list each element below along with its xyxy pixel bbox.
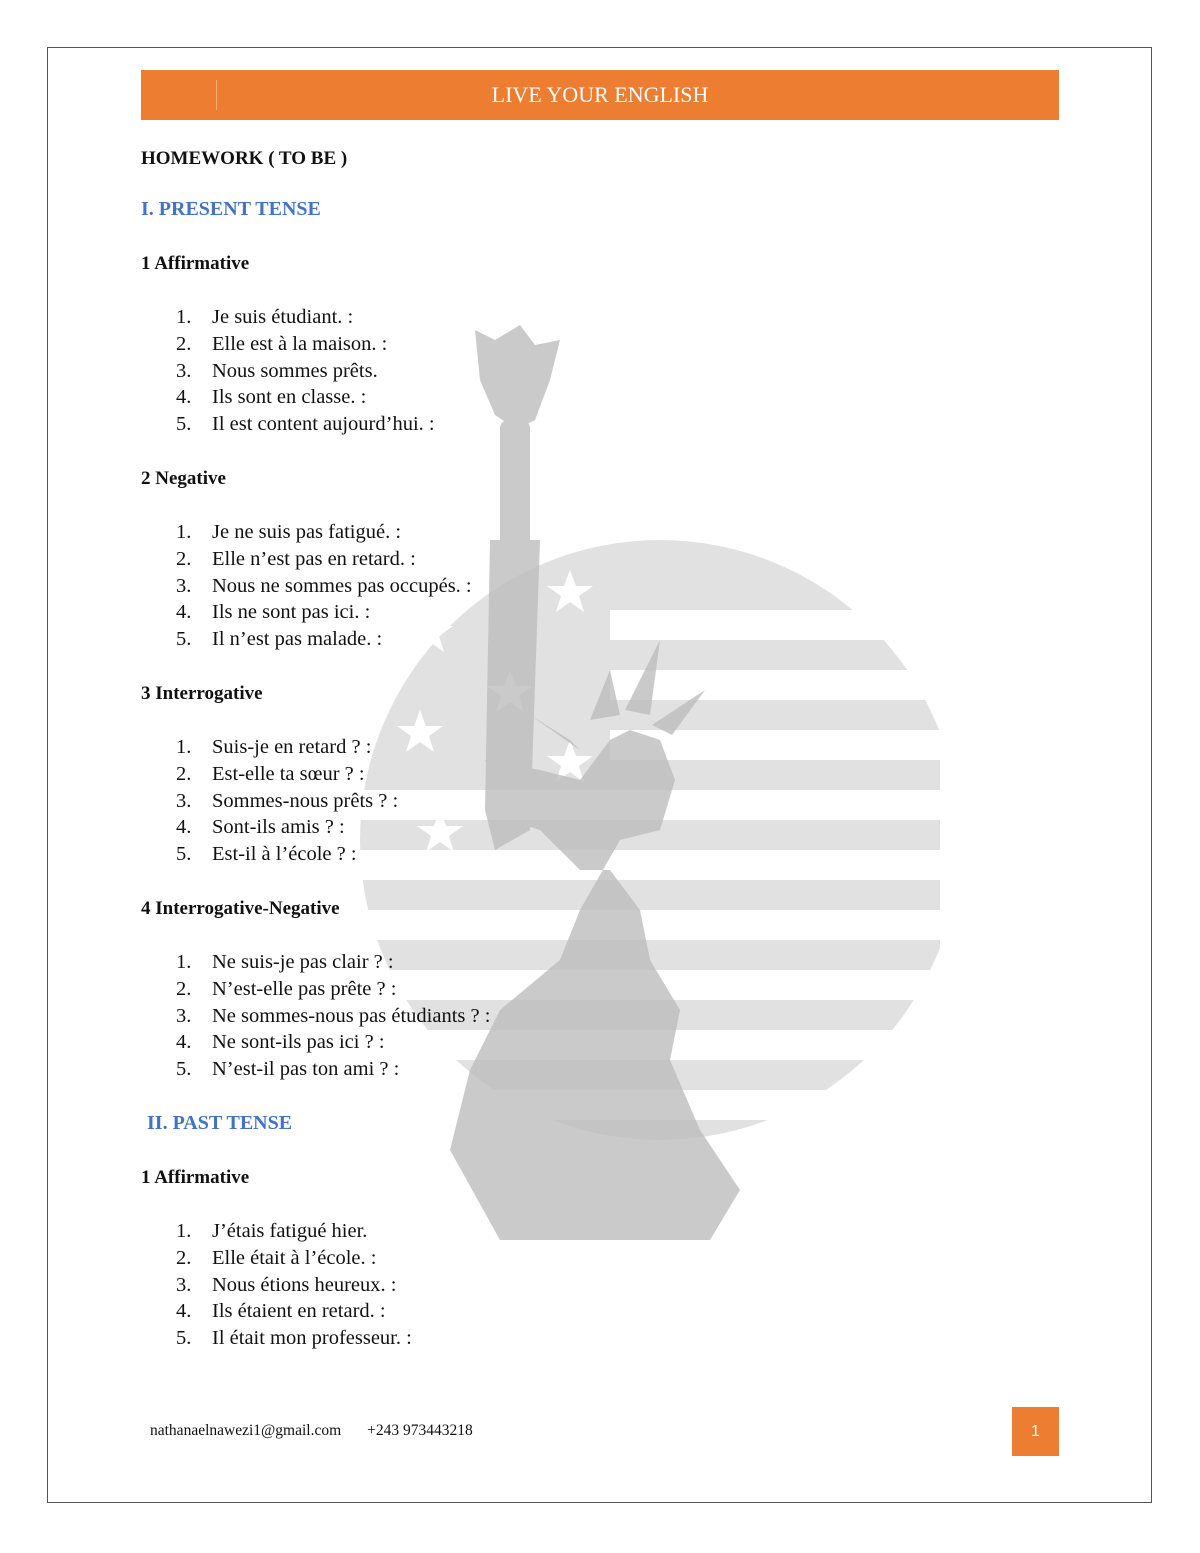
footer-contact [150, 1422, 473, 1440]
statue-of-liberty-watermark-icon [280, 310, 940, 1240]
header-title: LIVE YOUR ENGLISH [491, 82, 709, 107]
document-title: HOMEWORK ( TO BE ) [141, 148, 348, 169]
group-title-present-interrogative-negative: 4 Interrogative-Negative [141, 898, 340, 919]
page-number: 1 [1031, 1422, 1040, 1440]
section-title-past: II. PAST TENSE [147, 1112, 293, 1134]
header-divider [216, 80, 217, 110]
footer-phone: +243 973443218 [367, 1422, 473, 1439]
group-title-present-interrogative: 3 Interrogative [141, 683, 263, 704]
group-title-present-negative: 2 Negative [141, 468, 226, 489]
page-number-badge [1012, 1407, 1059, 1456]
header-banner [141, 70, 1059, 120]
group-title-past-affirmative: 1 Affirmative [141, 1167, 250, 1188]
group-title-present-affirmative: 1 Affirmative [141, 253, 250, 274]
section-title-present: I. PRESENT TENSE [141, 198, 321, 220]
footer-email: nathanaelnawezi1@gmail.com [150, 1422, 342, 1439]
